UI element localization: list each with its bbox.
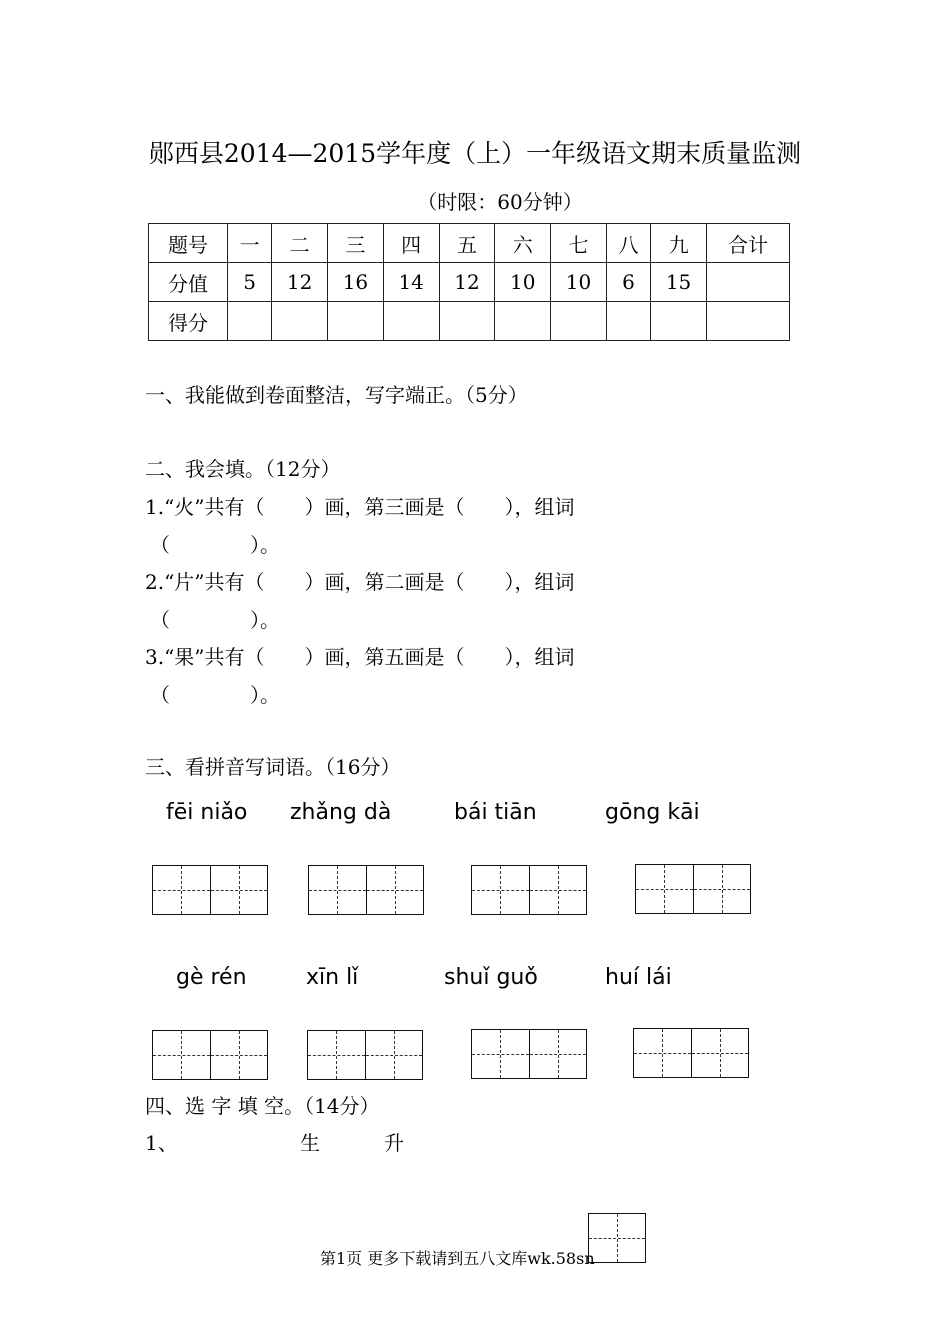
writing-grid[interactable] xyxy=(471,865,587,915)
table-cell: 六 xyxy=(495,224,551,263)
table-cell: 10 xyxy=(495,263,551,302)
table-cell: 5 xyxy=(228,263,272,302)
table-cell: 10 xyxy=(551,263,607,302)
question-3-answer[interactable]: （ ）。 xyxy=(150,683,280,707)
table-cell: 七 xyxy=(551,224,607,263)
question-2: 2.“片”共有（ ）画，第二画是（ ），组词 xyxy=(145,570,575,594)
writing-grid[interactable] xyxy=(307,1030,423,1080)
table-cell: 二 xyxy=(272,224,328,263)
pinyin-label: huí lái xyxy=(605,965,672,990)
table-cell[interactable] xyxy=(383,302,439,341)
table-row xyxy=(149,224,790,263)
pinyin-label: xīn lǐ xyxy=(306,965,359,990)
table-cell[interactable] xyxy=(707,302,790,341)
writing-grid[interactable] xyxy=(152,865,268,915)
pinyin-label: bái tiān xyxy=(454,800,537,825)
page-footer: 第1页 更多下载请到五八文库wk.58sn xyxy=(320,1249,595,1268)
question-number: 1、 xyxy=(145,1131,178,1155)
section-three-heading: 三、看拼音写词语。（16分） xyxy=(145,755,401,779)
table-cell: 分值 xyxy=(149,263,228,302)
writing-grid[interactable] xyxy=(635,864,751,914)
writing-grid[interactable] xyxy=(633,1028,749,1078)
table-cell: 八 xyxy=(606,224,650,263)
question-3: 3.“果”共有（ ）画，第五画是（ ），组词 xyxy=(145,645,575,669)
table-cell[interactable] xyxy=(551,302,607,341)
table-cell: 15 xyxy=(651,263,707,302)
pinyin-label: gè rén xyxy=(176,965,247,990)
table-cell: 五 xyxy=(439,224,495,263)
table-cell xyxy=(707,263,790,302)
pinyin-label: zhǎng dà xyxy=(290,800,392,825)
table-cell[interactable] xyxy=(228,302,272,341)
pinyin-label: fēi niǎo xyxy=(166,800,248,825)
table-cell: 一 xyxy=(228,224,272,263)
page-title: 郧西县2014—2015学年度（上）一年级语文期末质量监测 xyxy=(148,139,802,168)
table-cell: 12 xyxy=(272,263,328,302)
table-row xyxy=(149,302,790,341)
question-1-answer[interactable]: （ ）。 xyxy=(150,533,280,557)
table-cell: 合计 xyxy=(707,224,790,263)
table-cell: 14 xyxy=(383,263,439,302)
table-cell: 题号 xyxy=(149,224,228,263)
section-two-heading: 二、我会填。（12分） xyxy=(145,457,341,481)
table-cell: 得分 xyxy=(149,302,228,341)
table-cell: 四 xyxy=(383,224,439,263)
writing-grid[interactable] xyxy=(471,1029,587,1079)
time-limit: （时限：60分钟） xyxy=(417,190,583,214)
table-cell: 三 xyxy=(328,224,384,263)
table-cell[interactable] xyxy=(606,302,650,341)
table-cell: 九 xyxy=(651,224,707,263)
section-four-heading: 四、选 字 填 空。（14分） xyxy=(145,1094,380,1118)
table-cell: 16 xyxy=(328,263,384,302)
table-cell[interactable] xyxy=(272,302,328,341)
character-choice: 升 xyxy=(384,1131,404,1155)
table-cell: 12 xyxy=(439,263,495,302)
writing-grid[interactable] xyxy=(152,1030,268,1080)
pinyin-label: gōng kāi xyxy=(605,800,700,825)
writing-grid[interactable] xyxy=(588,1213,646,1263)
writing-grid[interactable] xyxy=(308,865,424,915)
pinyin-label: shuǐ guǒ xyxy=(444,965,538,990)
table-cell[interactable] xyxy=(439,302,495,341)
question-2-answer[interactable]: （ ）。 xyxy=(150,608,280,632)
table-cell[interactable] xyxy=(328,302,384,341)
table-cell: 6 xyxy=(606,263,650,302)
table-cell[interactable] xyxy=(651,302,707,341)
table-cell[interactable] xyxy=(495,302,551,341)
character-choice: 生 xyxy=(300,1131,320,1155)
score-table xyxy=(148,223,790,341)
table-row xyxy=(149,263,790,302)
question-1: 1.“火”共有（ ）画，第三画是（ ），组词 xyxy=(145,495,575,519)
section-one-heading: 一、我能做到卷面整洁，写字端正。（5分） xyxy=(145,383,528,407)
